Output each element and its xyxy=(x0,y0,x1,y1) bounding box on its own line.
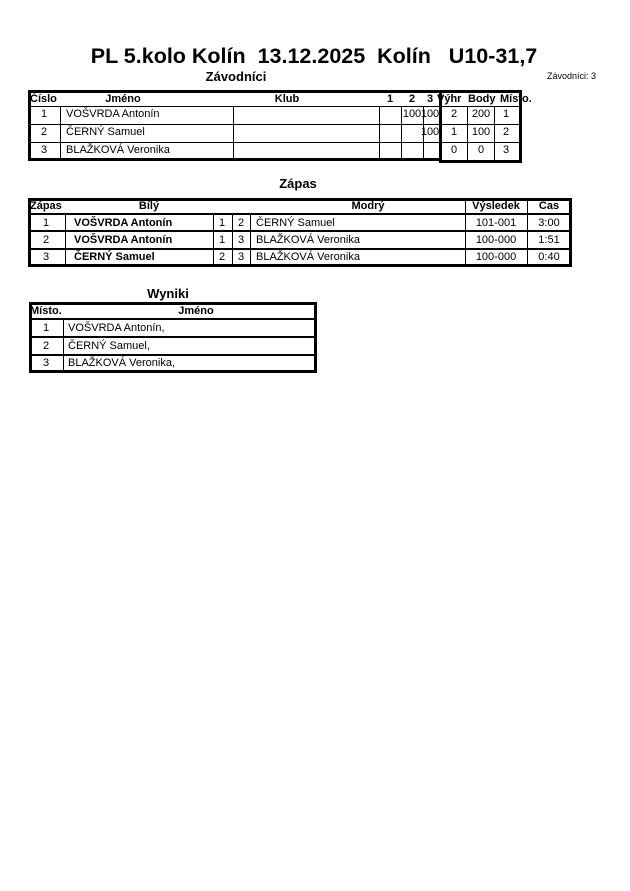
column-header-round3: 3 xyxy=(426,93,434,105)
cell-round3: 100 xyxy=(420,126,440,138)
column-header-klub: Klub xyxy=(274,93,300,105)
column-header-bily: Bílý xyxy=(138,200,160,212)
cell-white-player: VOŠVRDA Antonín xyxy=(74,217,173,229)
cell-vyhr: 2 xyxy=(450,108,458,120)
cell-blue-number: 3 xyxy=(237,251,245,263)
column-header-cislo: Číslo xyxy=(30,93,57,105)
table-line xyxy=(32,354,314,356)
cell-result: 100-000 xyxy=(475,234,517,246)
cell-vyhr: 1 xyxy=(450,126,458,138)
cell-misto: 3 xyxy=(502,144,510,156)
column-header-round2: 2 xyxy=(408,93,416,105)
table-line xyxy=(31,213,569,215)
cell-round2: 100 xyxy=(402,108,422,120)
cell-white-number: 2 xyxy=(218,251,226,263)
cell-match-no: 3 xyxy=(42,251,50,263)
cell-match-no: 1 xyxy=(42,217,50,229)
cell-blue-player: BLAŽKOVÁ Veronika xyxy=(256,234,360,246)
cell-misto: 2 xyxy=(502,126,510,138)
cell-name: VOŠVRDA Antonín, xyxy=(68,322,165,334)
cell-white-number: 1 xyxy=(218,234,226,246)
section-heading-zavodnici: Závodníci xyxy=(205,69,267,84)
table-line xyxy=(467,106,468,160)
participants-count: Závodníci: 3 xyxy=(547,71,597,81)
table-line xyxy=(527,201,528,264)
cell-white-number: 1 xyxy=(218,217,226,229)
table-line xyxy=(31,142,519,143)
cell-place: 1 xyxy=(42,322,50,334)
cell-jmeno: BLAŽKOVÁ Veronika xyxy=(66,144,170,156)
column-header-vysledek: Výsledek xyxy=(472,200,520,212)
cell-name: ČERNÝ Samuel, xyxy=(68,340,150,352)
cell-match-no: 2 xyxy=(42,234,50,246)
cell-misto: 1 xyxy=(502,108,510,120)
table-line xyxy=(379,106,380,158)
cell-blue-player: BLAŽKOVÁ Veronika xyxy=(256,251,360,263)
table-line xyxy=(31,230,569,232)
table-line xyxy=(494,106,495,160)
cell-white-player: VOŠVRDA Antonín xyxy=(74,234,173,246)
cell-body: 100 xyxy=(471,126,491,138)
column-header-cas: Čas xyxy=(538,200,560,212)
column-header-jmeno: Jméno xyxy=(178,305,214,317)
table-line xyxy=(63,320,64,370)
cell-cislo: 2 xyxy=(40,126,48,138)
table-line xyxy=(213,215,214,264)
table-line xyxy=(232,215,233,264)
column-header-jmeno: Jméno xyxy=(105,93,141,105)
table-line xyxy=(31,106,519,107)
column-header-modry: Modrý xyxy=(351,200,385,212)
section-heading-zapas: Zápas xyxy=(279,176,317,191)
cell-time: 0:40 xyxy=(538,251,560,263)
cell-name: BLAŽKOVÁ Veronika, xyxy=(68,357,175,369)
table-line xyxy=(250,215,251,264)
cell-blue-number: 2 xyxy=(237,217,245,229)
table-line xyxy=(233,106,234,158)
table-line xyxy=(60,106,61,158)
cell-blue-player: ČERNÝ Samuel xyxy=(256,217,335,229)
cell-time: 1:51 xyxy=(538,234,560,246)
cell-result: 100-000 xyxy=(475,251,517,263)
cell-jmeno: ČERNÝ Samuel xyxy=(66,126,145,138)
column-header-misto: Místo. xyxy=(500,93,532,105)
cell-cislo: 1 xyxy=(40,108,48,120)
cell-time: 3:00 xyxy=(538,217,560,229)
column-header-zapas: Zápas xyxy=(30,200,62,212)
cell-place: 3 xyxy=(42,357,50,369)
cell-body: 200 xyxy=(471,108,491,120)
cell-vyhr: 0 xyxy=(450,144,458,156)
cell-body: 0 xyxy=(477,144,485,156)
cell-cislo: 3 xyxy=(40,144,48,156)
table-line xyxy=(31,124,519,125)
table-line xyxy=(32,318,314,320)
table-line xyxy=(31,248,569,250)
page-title: PL 5.kolo Kolín 13.12.2025 Kolín U10-31,7 xyxy=(90,44,538,68)
column-header-vyhr: Výhr xyxy=(437,93,462,105)
table-line xyxy=(32,336,314,338)
column-header-misto: Místo. xyxy=(30,305,62,317)
cell-round3: 100 xyxy=(420,108,440,120)
column-header-body: Body xyxy=(468,93,496,105)
cell-white-player: ČERNÝ Samuel xyxy=(74,251,155,263)
table-line xyxy=(65,215,66,264)
cell-result: 101-001 xyxy=(475,217,517,229)
cell-blue-number: 3 xyxy=(237,234,245,246)
table-line xyxy=(465,201,466,264)
cell-jmeno: VOŠVRDA Antonín xyxy=(66,108,160,120)
section-heading-wyniki: Wyniki xyxy=(147,286,189,301)
column-header-round1: 1 xyxy=(386,93,394,105)
cell-place: 2 xyxy=(42,340,50,352)
